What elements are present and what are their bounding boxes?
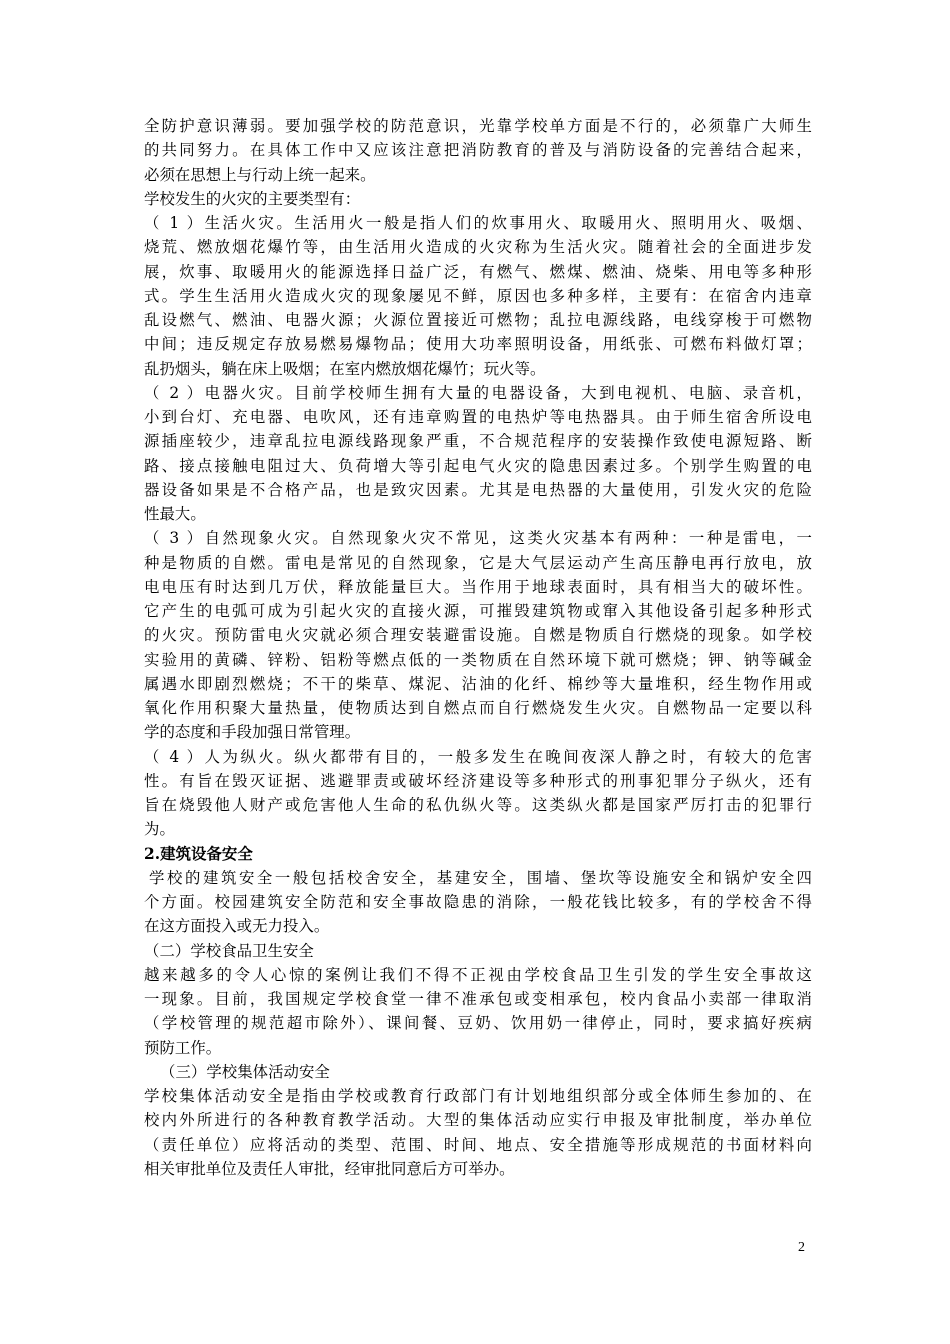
text-line: 为。	[144, 820, 175, 839]
text-line: 必须在思想上与行动上统一起来。	[144, 165, 376, 184]
text-line: 源插座较少，违章乱拉电源线路现象严重，不合规范程序的安装操作致使电源短路、断	[144, 432, 812, 451]
text-line: 相关审批单位及责任人审批，经审批同意后方可举办。	[144, 1159, 515, 1178]
text-line: 电电压有时达到几万伏，释放能量巨大。当作用于地球表面时，具有相当大的破坏性。	[144, 577, 812, 596]
text-line: 乱扔烟头，躺在床上吸烟；在室内燃放烟花爆竹；玩火等。	[144, 359, 546, 378]
text-line: 烧荒、燃放烟花爆竹等，由生活用火造成的火灾称为生活火灾。随着社会的全面进步发	[144, 238, 812, 257]
section-heading-group-activity-safety: （三）学校集体活动安全	[160, 1062, 330, 1081]
page-number: 2	[798, 1240, 805, 1255]
section-heading-building-safety: 2.建筑设备安全	[144, 844, 253, 863]
text-line: 它产生的电弧可成为引起火灾的直接火源，可摧毁建筑物或窜入其他设备引起多种形式	[144, 602, 812, 620]
document-body	[144, 114, 812, 1181]
text-line: 校内外所进行的各种教育教学活动。大型的集体活动应实行申报及审批制度，举办单位	[144, 1111, 812, 1130]
text-line: 实验用的黄磷、锌粉、铝粉等燃点低的一类物质在自然环境下就可燃烧；钾、钠等碱金	[144, 650, 812, 669]
item-2-heading-line: （ 2 ）电器火灾。目前学校师生拥有大量的电器设备，大到电视机、电脑、录音机，	[144, 383, 812, 402]
section-heading-food-safety: （二）学校食品卫生安全	[144, 941, 314, 960]
text-line: （学校管理的规范超市除外）、课间餐、豆奶、饮用奶一律停止，同时，要求搞好疾病	[144, 1014, 812, 1033]
text-line: 预防工作。	[144, 1038, 222, 1057]
item-3-heading-line: （ 3 ）自然现象火灾。自然现象火灾不常见，这类火灾基本有两种：一种是雷电，一	[144, 529, 812, 548]
text-line: 乱设燃气、燃油、电器火源；火源位置接近可燃物；乱拉电源线路，电线穿梭于可燃物	[144, 311, 812, 329]
text-line: 全防护意识薄弱。要加强学校的防范意识，光靠学校单方面是不行的，必须靠广大师生	[144, 117, 812, 135]
text-line: 性最大。	[144, 505, 206, 523]
text-line: 性。有旨在毁灭证据、逃避罪责或破坏经济建设等多种形式的刑事犯罪分子纵火，还有	[144, 771, 812, 790]
text-line: 越来越多的令人心惊的案例让我们不得不正视由学校食品卫生引发的学生安全事故这	[144, 965, 812, 984]
text-line: 路、接点接触电阻过大、负荷增大等引起电气火灾的隐患因素过多。个别学生购置的电	[144, 456, 812, 475]
text-line: 式。学生生活用火造成火灾的现象屡见不鲜，原因也多种多样，主要有：在宿舍内违章	[144, 286, 812, 305]
text-line: 在这方面投入或无力投入。	[144, 917, 330, 936]
text-line: 的共同努力。在具体工作中又应该注意把消防教育的普及与消防设备的完善结合起来，	[144, 141, 812, 160]
text-line: 属遇水即剧烈燃烧；不干的柴草、煤泥、沾油的化纤、棉纱等大量堆积，经生物作用或	[144, 674, 812, 693]
text-line: 一现象。目前，我国规定学校食堂一律不准承包或变相承包，校内食品小卖部一律取消	[144, 990, 812, 1008]
text-line: 氧化作用积聚大量热量，使物质达到自燃点而自行燃烧发生火灾。自燃物品一定要以科	[144, 699, 812, 717]
text-line: 展，炊事、取暖用火的能源选择日益广泛，有燃气、燃煤、燃油、烧柴、用电等多种形	[144, 262, 812, 281]
text-line: 种是物质的自燃。雷电是常见的自然现象，它是大气层运动产生高压静电再行放电，放	[144, 553, 812, 572]
text-line: 学的态度和手段加强日常管理。	[144, 723, 361, 742]
text-line: 器设备如果是不合格产品，也是致灾因素。尤其是电热器的大量使用，引发火灾的危险	[144, 480, 812, 499]
text-line: 中间；违反规定存放易燃易爆物品；使用大功率照明设备，用纸张、可燃布料做灯罩；	[144, 335, 812, 354]
item-4-heading-line: （ 4 ）人为纵火。纵火都带有目的，一般多发生在晚间夜深人静之时，有较大的危害	[144, 747, 812, 766]
text-line: 学校集体活动安全是指由学校或教育行政部门有计划地组织部分或全体师生参加的、在	[144, 1087, 812, 1105]
item-1-heading-line: （ 1 ）生活火灾。生活用火一般是指人们的炊事用火、取暖用火、照明用火、吸烟、	[144, 214, 812, 232]
text-line: 的火灾。预防雷电火灾就必须合理安装避雷设施。自燃是物质自行燃烧的现象。如学校	[144, 626, 812, 645]
text-line: （责任单位）应将活动的类型、范围、时间、地点、安全措施等形成规范的书面材料向	[144, 1135, 812, 1154]
text-line: 旨在烧毁他人财产或危害他人生命的私仇纵火等。这类纵火都是国家严厉打击的犯罪行	[144, 796, 812, 814]
text-line: 小到台灯、充电器、电吹风，还有违章购置的电热炉等电热器具。由于师生宿舍所设电	[144, 408, 812, 426]
text-line: 学校的建筑安全一般包括校舍安全，基建安全，围墙、堡坎等设施安全和锅炉安全四	[149, 868, 812, 887]
section-intro: 学校发生的火灾的主要类型有：	[144, 189, 361, 208]
text-line: 个方面。校园建筑安全防范和安全事故隐患的消除，一般花钱比较多，有的学校舍不得	[144, 893, 812, 911]
